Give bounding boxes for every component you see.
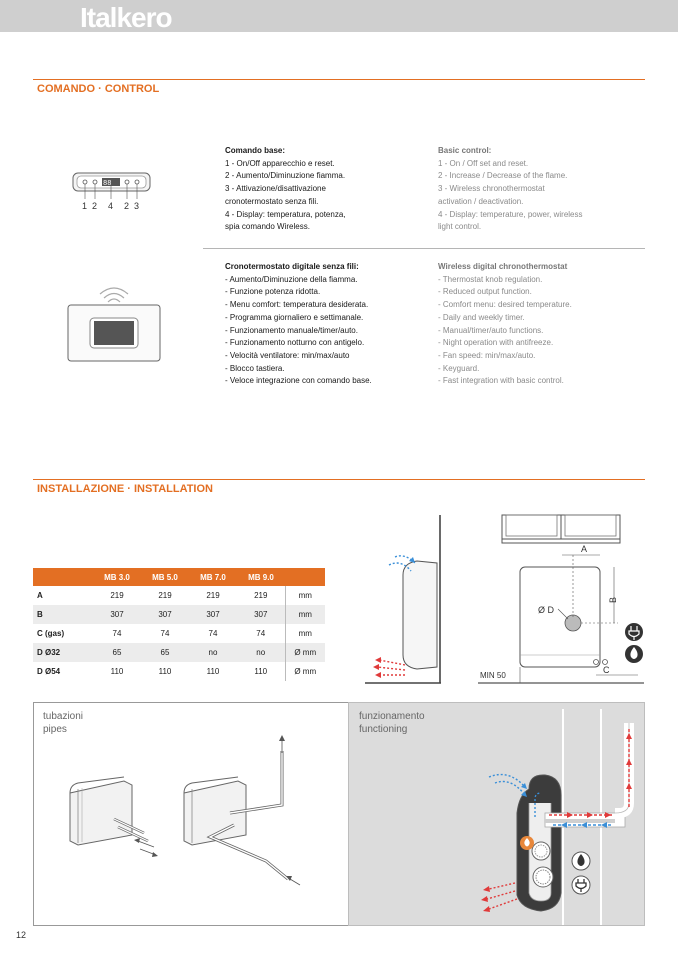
table-header-cell: MB 5.0	[141, 568, 189, 586]
pipes-panel	[33, 702, 357, 926]
table-cell: 74	[208, 629, 218, 638]
remote-label-2: 2	[92, 201, 98, 211]
dim-label-d: Ø D	[538, 605, 555, 615]
basic-control-en-line: activation / deactivation.	[438, 196, 524, 206]
basic-control-en-line: 3 - Wireless chronothermostat	[438, 184, 545, 194]
table-cell: 110	[206, 667, 220, 676]
remote-label-1: 1	[82, 201, 88, 211]
pipes-title-it: tubazioni	[43, 711, 84, 722]
basic-control-it	[225, 145, 346, 234]
wireless-thermostat-illustration	[66, 280, 162, 364]
table-row	[33, 662, 325, 681]
table-row	[33, 643, 325, 662]
basic-control-en	[438, 145, 583, 234]
table-cell: 307	[189, 605, 237, 624]
pipes-title-en: pipes	[43, 724, 67, 735]
basic-remote-illustration	[70, 170, 160, 215]
basic-control-it-line: 4 - Display: temperatura, potenza,	[225, 209, 346, 219]
table-cell: B	[33, 605, 93, 624]
wireless-control-en-line: - Reduced output function.	[438, 287, 532, 297]
basic-control-en-heading: Basic control:	[438, 146, 492, 155]
table-row	[33, 586, 325, 605]
table-cell: Ø mm	[285, 643, 325, 662]
wireless-control-it-line: - Aumento/Diminuzione della fiamma.	[225, 274, 358, 284]
table-cell: mm	[285, 605, 325, 624]
section-divider	[33, 79, 645, 80]
table-cell: D Ø32	[33, 643, 93, 662]
side-view-illustration	[365, 515, 475, 685]
table-header-cell: MB 9.0	[237, 568, 285, 586]
functioning-title-en: functioning	[359, 724, 408, 735]
table-cell: 74	[256, 629, 266, 638]
wireless-control-en-line: - Fan speed: min/max/auto.	[438, 350, 536, 360]
table-cell: 307	[93, 605, 141, 624]
table-header-cell	[285, 568, 325, 586]
table-cell: 307	[141, 605, 189, 624]
table-cell: 219	[158, 591, 172, 600]
wireless-control-en-line: - Manual/timer/auto functions.	[438, 325, 544, 335]
dimensions-table	[33, 568, 325, 681]
svg-text:88: 88	[103, 180, 112, 188]
brand-logo: Italkero	[80, 2, 172, 33]
basic-control-en-line: 4 - Display: temperature, power, wireless	[438, 209, 583, 219]
functioning-title-it: funzionamento	[359, 711, 425, 722]
table-cell: A	[37, 591, 43, 600]
basic-control-it-heading: Comando base:	[225, 146, 286, 155]
remote-label-2b: 2	[124, 201, 130, 211]
table-cell: 219	[110, 591, 124, 600]
table-cell: C (gas)	[37, 629, 65, 638]
table-header-cell: MB 7.0	[189, 568, 237, 586]
table-cell: D Ø54	[37, 667, 61, 676]
basic-control-en-line: light control.	[438, 222, 482, 232]
wireless-control-it-line: - Veloce integrazione con comando base.	[225, 376, 372, 386]
table-cell: 219	[254, 591, 268, 600]
wireless-control-en-line: - Daily and weekly timer.	[438, 312, 525, 322]
wireless-control-it-line: - Funzione potenza ridotta.	[225, 287, 321, 297]
wireless-control-it-line: - Programma giornaliero e settimanale.	[225, 312, 364, 322]
table-cell: no	[237, 643, 285, 662]
remote-label-4: 4	[108, 201, 114, 211]
functioning-panel	[348, 702, 645, 926]
dim-label-c: C	[603, 665, 610, 675]
table-cell: Ø mm	[285, 662, 325, 681]
installation-section-title: INSTALLAZIONE · INSTALLATION	[37, 483, 213, 495]
table-row	[33, 605, 325, 624]
wireless-control-en-heading: Wireless digital chronothermostat	[438, 262, 568, 271]
table-header-row	[33, 568, 325, 586]
table-header-cell: MB 3.0	[93, 568, 141, 586]
wireless-control-it-line: - Menu comfort: temperatura desiderata.	[225, 300, 369, 310]
table-cell: 110	[110, 667, 124, 676]
table-cell: 65	[93, 643, 141, 662]
basic-control-it-line: 3 - Attivazione/disattivazione	[225, 184, 326, 194]
functioning-illustration	[349, 703, 646, 927]
basic-control-it-line: spia comando Wireless.	[225, 222, 310, 232]
table-cell: 307	[237, 605, 285, 624]
control-divider	[203, 248, 645, 249]
wireless-control-it-line: - Funzionamento notturno con antigelo.	[225, 338, 365, 348]
basic-control-it-line: cronotermostato senza fili.	[225, 196, 319, 206]
wireless-control-it-line: - Blocco tastiera.	[225, 363, 285, 373]
control-section-title: COMANDO · CONTROL	[37, 83, 160, 95]
front-view-dimension-diagram	[478, 515, 648, 687]
pipes-illustration	[34, 703, 358, 927]
table-cell: 74	[160, 629, 170, 638]
wireless-control-en-line: - Thermostat knob regulation.	[438, 274, 543, 284]
remote-label-3: 3	[134, 201, 140, 211]
wireless-control-en	[438, 261, 572, 388]
page-number: 12	[16, 930, 27, 940]
basic-control-en-line: 2 - Increase / Decrease of the flame.	[438, 171, 568, 181]
wireless-control-it-heading: Cronotermostato digitale senza fili:	[225, 262, 359, 271]
wireless-control-en-line: - Keyguard.	[438, 363, 480, 373]
basic-control-it-line: 1 - On/Off apparecchio e reset.	[225, 158, 335, 168]
wireless-control-en-line: - Fast integration with basic control.	[438, 376, 564, 386]
table-cell: mm	[285, 586, 325, 605]
wireless-control-en-line: - Comfort menu: desired temperature.	[438, 300, 572, 310]
table-cell: 65	[141, 643, 189, 662]
table-cell: 110	[158, 667, 172, 676]
wireless-control-it-line: - Velocità ventilatore: min/max/auto	[225, 350, 350, 360]
table-cell: mm	[285, 624, 325, 643]
table-cell: 110	[254, 667, 268, 676]
wireless-control-it-line: - Funzionamento manuale/timer/auto.	[225, 325, 358, 335]
dim-label-a: A	[581, 544, 588, 554]
table-row	[33, 624, 325, 643]
section-divider	[33, 479, 645, 480]
wireless-control-en-line: - Night operation with antifreeze.	[438, 338, 554, 348]
basic-control-it-line: 2 - Aumento/Diminuzione fiamma.	[225, 171, 346, 181]
wireless-control-it	[225, 261, 372, 388]
table-cell: 74	[112, 629, 122, 638]
dim-label-b: B	[608, 596, 618, 603]
basic-control-en-line: 1 - On / Off set and reset.	[438, 158, 529, 168]
table-header-cell	[33, 568, 93, 586]
table-cell: no	[189, 643, 237, 662]
table-cell: 219	[206, 591, 220, 600]
dim-label-min: MIN 50	[480, 671, 506, 680]
